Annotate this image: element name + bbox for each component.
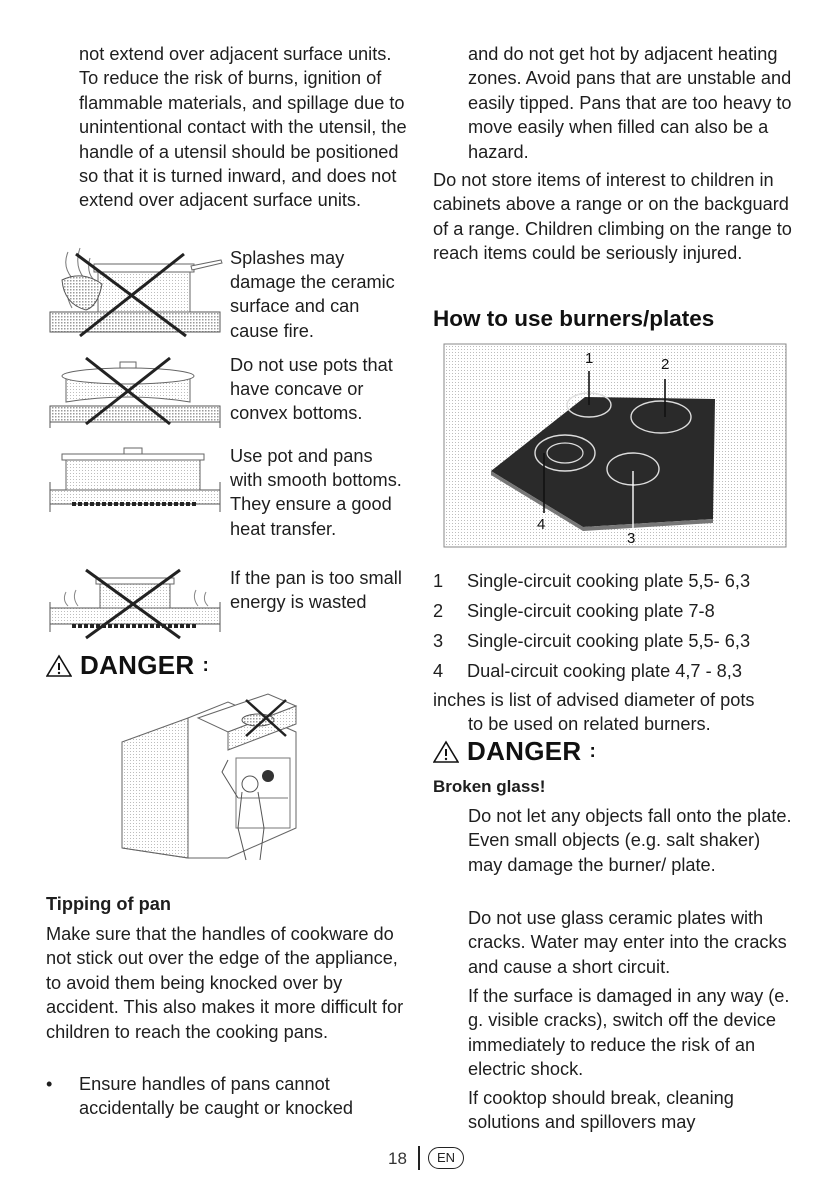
danger-heading-left bbox=[46, 650, 209, 681]
language-badge: EN bbox=[428, 1147, 464, 1169]
cooktop-diagram bbox=[443, 343, 787, 548]
list-item bbox=[433, 656, 803, 686]
list-number: 2 bbox=[433, 601, 444, 621]
small-pan-caption: If the pan is too small energy is wasted bbox=[230, 568, 402, 613]
zone-label-4: 4 bbox=[537, 516, 546, 533]
tipping-heading: Tipping of pan bbox=[46, 894, 171, 914]
small-pan-figure bbox=[46, 566, 226, 640]
list-text: Single-circuit cooking plate 5,5- 6,3 bbox=[467, 631, 751, 651]
right-continuation: and do not get hot by adjacent heating zones. Avoid pans that are unstable and easily tipped. Pans that are too heavy to move easily when filled can also be a hazard. bbox=[468, 44, 792, 162]
page-number: 18 bbox=[388, 1149, 407, 1168]
plate-list bbox=[433, 566, 803, 686]
intro-paragraph: not extend over adjacent surface units. To reduce the risk of burns, ignition of flammable materials, and spillage due to unintentional contact with the utensil, the handle of a utensil should be positioned so that it is turned inward, and does not extend over adjacent surface units. bbox=[79, 44, 407, 211]
glass-paragraph-3: If the surface is damaged in any way (e. g. visible cracks), switch off the device immediately to reduce the risk of an electric shock. bbox=[468, 986, 790, 1080]
footer-divider bbox=[418, 1146, 420, 1170]
list-number: 3 bbox=[433, 631, 444, 651]
bullet-text: Ensure handles of pans cannot accidentally be caught or knocked bbox=[79, 1074, 353, 1119]
list-item bbox=[433, 626, 803, 656]
warning-triangle-icon bbox=[433, 740, 459, 764]
inches-line-1: inches is list of advised diameter of pots bbox=[433, 690, 755, 710]
danger-heading-right bbox=[433, 736, 596, 767]
smooth-pot-figure bbox=[46, 446, 226, 518]
section-heading: How to use burners/plates bbox=[433, 306, 715, 331]
list-number: 1 bbox=[433, 571, 444, 591]
glass-paragraph-2: Do not use glass ceramic plates with cracks. Water may enter into the cracks and cause a short circuit. bbox=[468, 908, 787, 977]
glass-paragraph-4: If cooktop should break, cleaning solutions and spillovers may bbox=[468, 1088, 734, 1133]
warning-triangle-icon bbox=[46, 654, 72, 678]
glass-paragraph-1: Do not let any objects fall onto the plate. Even small objects (e.g. salt shaker) may damage the burner/ plate. bbox=[468, 806, 792, 875]
danger-label: DANGER bbox=[80, 650, 195, 680]
danger-label: DANGER bbox=[467, 736, 582, 766]
concave-pot-figure bbox=[46, 356, 226, 428]
zone-label-3: 3 bbox=[627, 530, 636, 547]
splash-caption: Splashes may damage the ceramic surface and can cause fire. bbox=[230, 248, 395, 341]
list-number: 4 bbox=[433, 661, 444, 681]
danger-colon: : bbox=[202, 654, 210, 676]
concave-caption: Do not use pots that have concave or convex bottoms. bbox=[230, 355, 393, 424]
splash-warning-figure bbox=[46, 244, 226, 344]
list-text: Dual-circuit cooking plate 4,7 - 8,3 bbox=[467, 661, 742, 681]
store-paragraph: Do not store items of interest to children in cabinets above a range or on the backguard of a range. Children climbing on the range to reach items could be seriously injured. bbox=[433, 170, 792, 264]
handles-bullet bbox=[46, 1072, 406, 1121]
list-item bbox=[433, 596, 803, 626]
list-item bbox=[433, 566, 803, 596]
bullet-mark: • bbox=[46, 1074, 53, 1094]
child-tipping-pan-illustration bbox=[118, 688, 308, 866]
tipping-paragraph: Make sure that the handles of cookware do not stick out over the edge of the appliance, to avoid them being knocked over by accident. This also makes it more difficult for children to reach the cooking pans. bbox=[46, 924, 404, 1042]
danger-colon: : bbox=[589, 740, 597, 762]
broken-glass-heading: Broken glass! bbox=[433, 777, 546, 796]
zone-label-1: 1 bbox=[585, 350, 594, 367]
list-text: Single-circuit cooking plate 7-8 bbox=[467, 601, 715, 621]
page-footer bbox=[0, 1146, 837, 1172]
list-text: Single-circuit cooking plate 5,5- 6,3 bbox=[467, 571, 751, 591]
inches-line-2: to be used on related burners. bbox=[468, 714, 711, 734]
zone-label-2: 2 bbox=[661, 356, 670, 373]
smooth-caption: Use pot and pans with smooth bottoms. They ensure a good heat transfer. bbox=[230, 446, 402, 539]
